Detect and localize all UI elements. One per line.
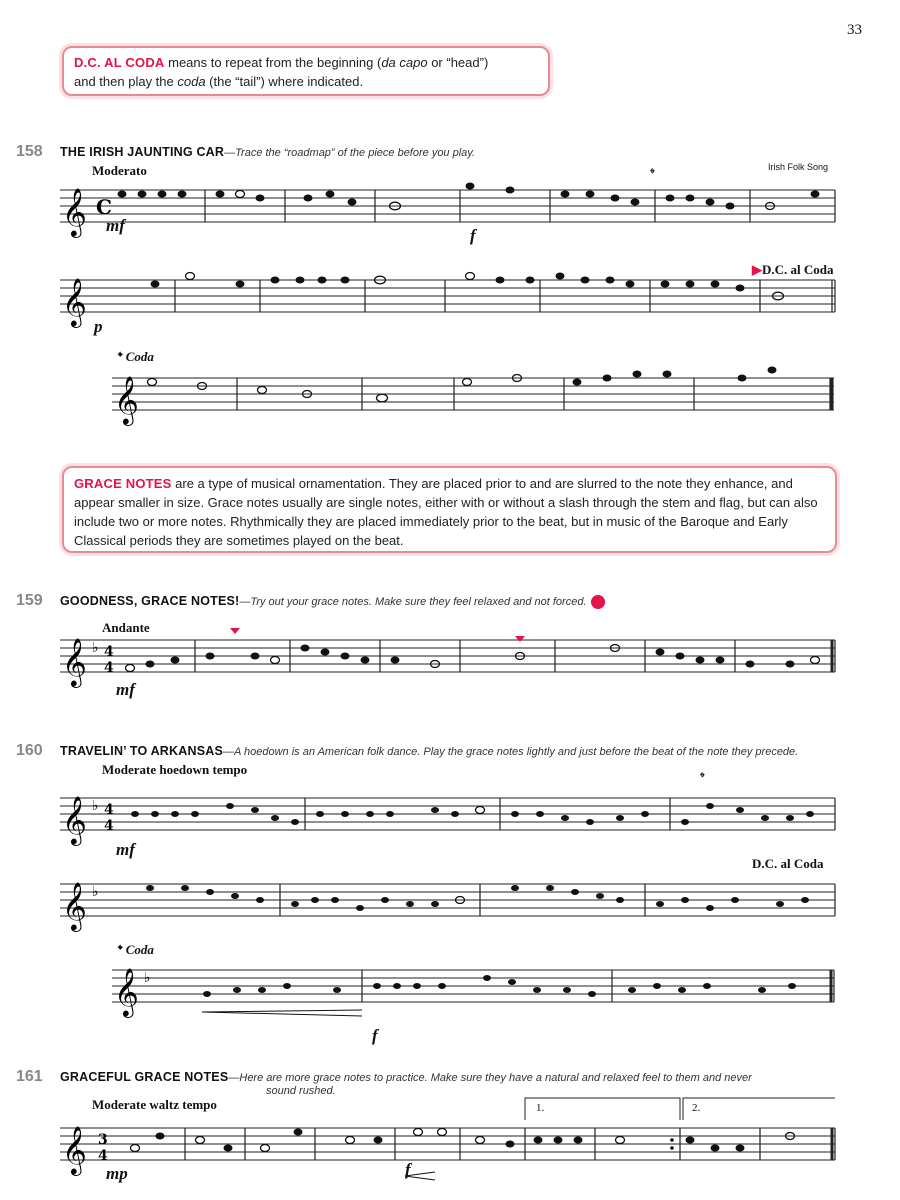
- treble-clef-icon: 𝄞: [114, 967, 139, 1016]
- dc-al-coda-marking: ▶D.C. al Coda: [752, 262, 834, 277]
- exercise-161-heading: 161 GRACEFUL GRACE NOTES—Here are more grace notes to practice. Make sure they have a natural and relaxed feel to them and never: [16, 1068, 752, 1085]
- exercise-159-heading: 159 GOODNESS, GRACE NOTES!—Try out your grace notes. Make sure they feel relaxed and not forced.: [16, 592, 605, 610]
- coda-icon: 𝄌: [118, 942, 123, 957]
- dynamic-mf: mf: [106, 216, 125, 235]
- svg-text:3: 3: [98, 1132, 108, 1148]
- dynamic-f: f: [405, 1160, 411, 1179]
- dc-al-coda-term: D.C. AL CODA: [74, 55, 165, 70]
- svg-text:4: 4: [104, 802, 114, 818]
- dc-al-coda-box: D.C. AL CODA means to repeat from the beginning (da capo or “head”) and then play the coda (the “tail”) where indicated.: [62, 46, 550, 96]
- treble-clef-icon: 𝄞: [114, 375, 139, 424]
- treble-clef-icon: 𝄞: [62, 187, 87, 236]
- svg-text:4: 4: [98, 1148, 108, 1164]
- staff-160-1: [60, 770, 840, 848]
- dynamic-mf: mf: [116, 680, 135, 699]
- staff-159: [60, 630, 840, 690]
- coda-icon: 𝄌: [118, 349, 123, 364]
- tempo-marking: Andante: [102, 620, 150, 635]
- staff-158-2: [60, 270, 840, 330]
- exercise-158-heading: 158 THE IRISH JAUNTING CAR—Trace the “roadmap” of the piece before you play.: [16, 143, 476, 160]
- dynamic-mp: mp: [106, 1164, 128, 1183]
- tempo-marking: Moderate hoedown tempo: [102, 762, 248, 777]
- svg-text:♭: ♭: [92, 884, 99, 900]
- treble-clef-icon: 𝄞: [62, 795, 87, 844]
- exercise-160-heading: 160 TRAVELIN’ TO ARKANSAS—A hoedown is an American folk dance. Play the grace notes lightly and just before the beat of the note they precede.: [16, 742, 799, 759]
- svg-text:𝄌: 𝄌: [700, 770, 705, 786]
- grace-notes-box: GRACE NOTES are a type of musical ornamentation. They are placed prior to and are slurred to the note they enhance, and appear smaller in size. Grace notes usually are single notes, either with or without a slash through the stem and flag, but can also include two or more notes. Rhythmically they are placed immediately prior to the beat, but in music of the Baroque and Early Classical periods they are sometimes played on the beat.: [62, 466, 837, 553]
- tempo-marking: Moderato: [92, 163, 147, 178]
- coda-marking: 𝄌 Coda: [118, 349, 154, 364]
- dynamic-mf: mf: [116, 840, 135, 859]
- svg-text:♭: ♭: [92, 798, 99, 814]
- second-ending-label: 2.: [692, 1102, 701, 1114]
- staff-160-2: [60, 874, 840, 934]
- page-number: 33: [847, 22, 862, 38]
- dc-al-coda-marking: D.C. al Coda: [752, 856, 824, 871]
- staff-161: [60, 1090, 840, 1180]
- first-ending-label: 1.: [536, 1102, 545, 1114]
- svg-text:♭: ♭: [92, 640, 99, 656]
- svg-text:4: 4: [104, 660, 114, 676]
- staff-160-coda: [112, 960, 842, 1020]
- svg-text:4: 4: [104, 644, 114, 660]
- svg-text:C: C: [96, 195, 112, 219]
- treble-clef-icon: 𝄞: [62, 881, 87, 930]
- svg-text:♭: ♭: [144, 970, 151, 986]
- dynamic-f: f: [372, 1026, 378, 1045]
- dynamic-f: f: [470, 226, 476, 245]
- audio-track-icon[interactable]: [591, 595, 605, 609]
- dynamic-p: p: [94, 317, 103, 336]
- coda-marking: 𝄌 Coda: [118, 942, 154, 957]
- exercise-161-description-cont: sound rushed.: [266, 1085, 336, 1097]
- treble-clef-icon: 𝄞: [62, 277, 87, 326]
- treble-clef-icon: 𝄞: [62, 1125, 87, 1174]
- svg-text:4: 4: [104, 818, 114, 834]
- song-credit: Irish Folk Song: [768, 162, 829, 172]
- tempo-marking: Moderate waltz tempo: [92, 1097, 217, 1112]
- coda-icon: 𝄌: [650, 166, 655, 182]
- grace-notes-term: GRACE NOTES: [74, 476, 172, 491]
- treble-clef-icon: 𝄞: [62, 637, 87, 686]
- staff-158-coda: [112, 368, 842, 428]
